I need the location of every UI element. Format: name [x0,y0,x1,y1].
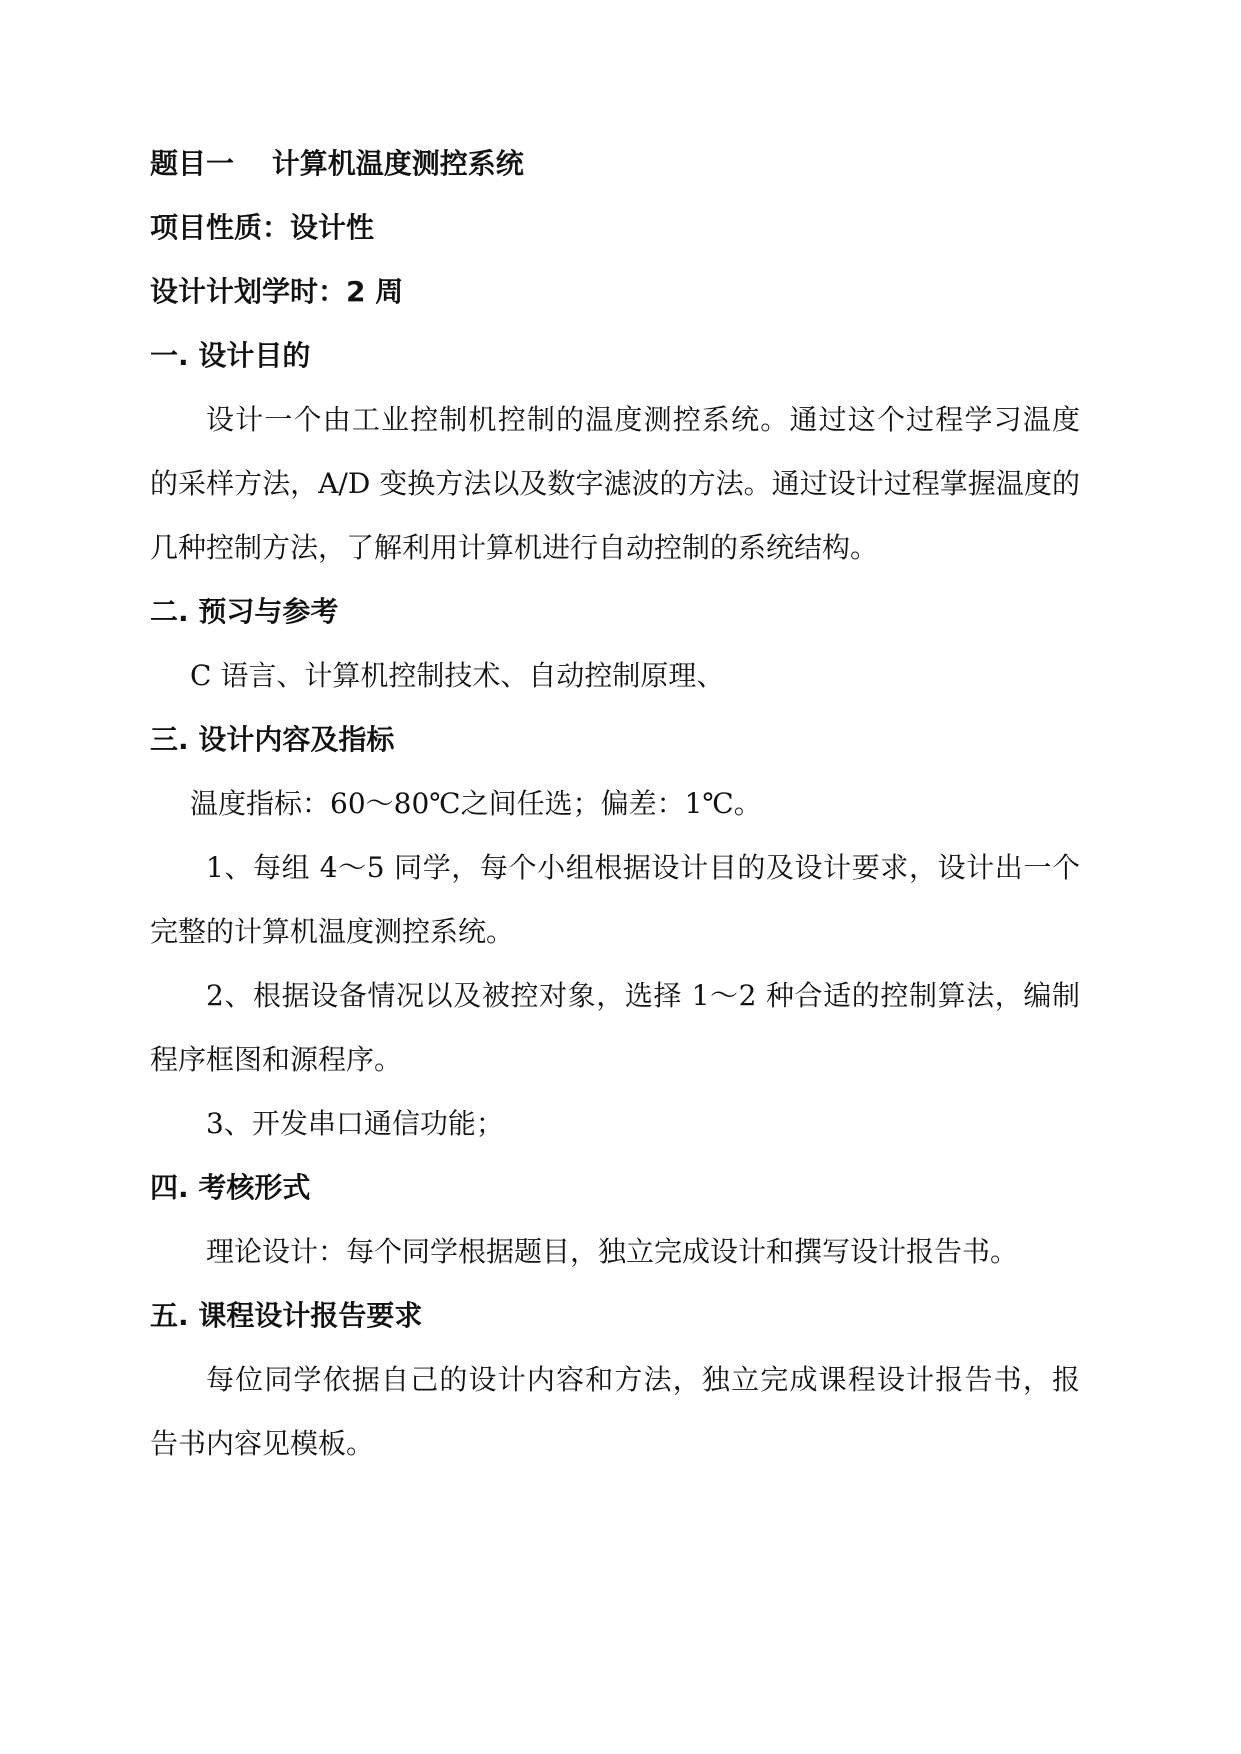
purpose-paragraph-line-1: 设计一个由工业控制机控制的温度测控系统。通过这个过程学习温度 [206,403,1080,436]
temperature-indicator-line: 温度指标：60～80℃之间任选；偏差：1℃。 [190,787,762,820]
content-item-3-line-1: 3、开发串口通信功能； [206,1107,504,1140]
section-heading-content: 三. 设计内容及指标 [150,723,395,756]
report-paragraph-line-1: 每位同学依据自己的设计内容和方法，独立完成课程设计报告书，报 [206,1363,1080,1396]
section-heading-purpose: 一. 设计目的 [150,339,311,372]
content-item-1-line-1: 1、每组 4～5 同学，每个小组根据设计目的及设计要求，设计出一个 [206,851,1080,884]
section-heading-report: 五. 课程设计报告要求 [150,1299,423,1332]
section-heading-assessment: 四. 考核形式 [150,1171,311,1204]
content-item-2-line-1: 2、根据设备情况以及被控对象，选择 1～2 种合适的控制算法，编制 [206,979,1080,1012]
planned-hours-line: 设计计划学时：2 周 [150,275,404,308]
assessment-paragraph-line: 理论设计：每个同学根据题目，独立完成设计和撰写设计报告书。 [206,1235,1019,1268]
preview-references-line: C 语言、计算机控制技术、自动控制原理、 [190,659,725,692]
report-paragraph-line-2: 告书内容见模板。 [150,1427,375,1460]
document-title: 题目一 计算机温度测控系统 [150,147,524,180]
content-item-1-line-2: 完整的计算机温度测控系统。 [150,915,515,948]
project-nature-line: 项目性质：设计性 [150,211,375,244]
content-item-2-line-2: 程序框图和源程序。 [150,1043,403,1076]
purpose-paragraph-line-2: 的采样方法，A/D 变换方法以及数字滤波的方法。通过设计过程掌握温度的 [150,467,1080,500]
purpose-paragraph-line-3: 几种控制方法，了解利用计算机进行自动控制的系统结构。 [150,531,879,564]
section-heading-preview: 二. 预习与参考 [150,595,339,628]
